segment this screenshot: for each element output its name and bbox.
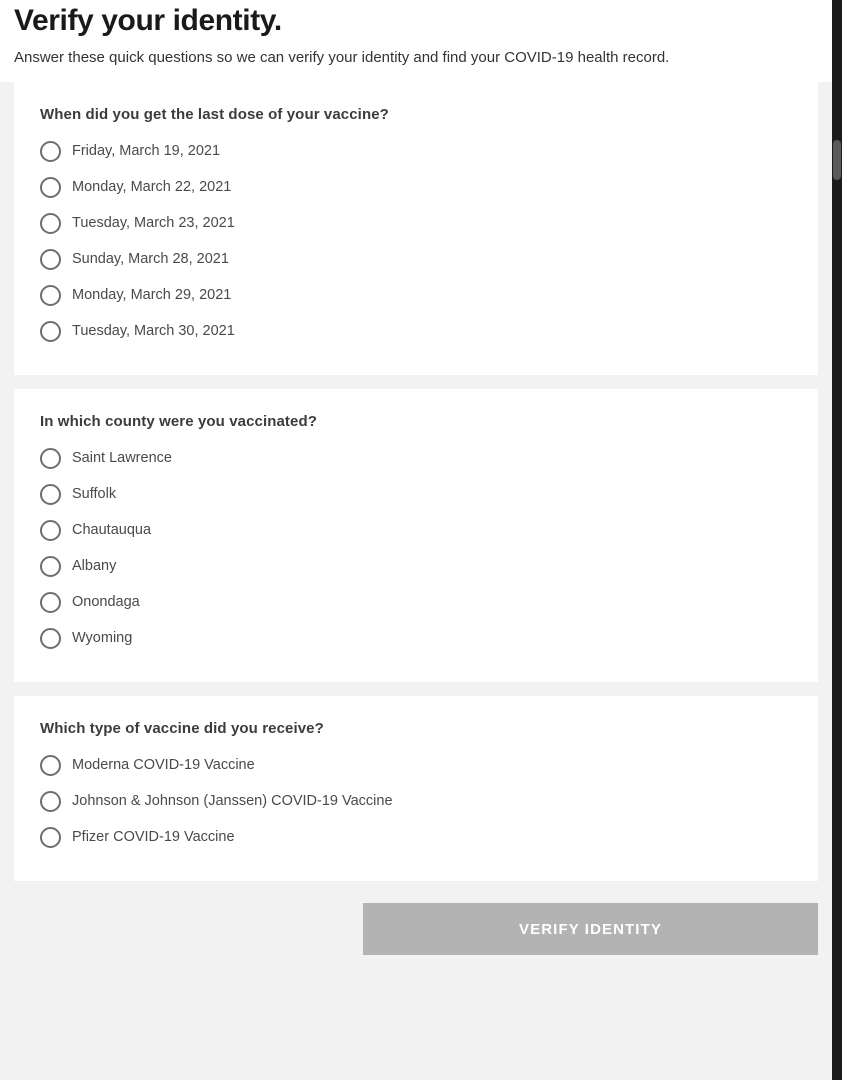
radio-option-label: Moderna COVID-19 Vaccine (72, 757, 255, 773)
radio-circle-icon[interactable] (40, 592, 61, 613)
radio-circle-icon[interactable] (40, 520, 61, 541)
radio-circle-icon[interactable] (40, 628, 61, 649)
radio-option[interactable] (40, 277, 792, 313)
radio-option[interactable] (40, 819, 792, 855)
question-card-3 (14, 696, 818, 881)
radio-option[interactable] (40, 205, 792, 241)
radio-circle-icon[interactable] (40, 141, 61, 162)
radio-circle-icon[interactable] (40, 755, 61, 776)
radio-option-label: Monday, March 29, 2021 (72, 287, 232, 303)
radio-option[interactable] (40, 620, 792, 656)
page-subtitle: Answer these quick questions so we can verify your identity and find your COVID-19 health record. (14, 49, 670, 66)
vertical-scrollbar-thumb[interactable] (833, 140, 841, 180)
radio-option[interactable] (40, 133, 792, 169)
radio-option-label: Suffolk (72, 486, 117, 502)
radio-option[interactable] (40, 548, 792, 584)
radio-circle-icon[interactable] (40, 213, 61, 234)
radio-option[interactable] (40, 476, 792, 512)
radio-option-label: Sunday, March 28, 2021 (72, 251, 229, 267)
radio-option-label: Johnson & Johnson (Janssen) COVID-19 Vaccine (72, 793, 393, 809)
page-header (0, 0, 832, 82)
radio-circle-icon[interactable] (40, 285, 61, 306)
radio-option-label: Monday, March 22, 2021 (72, 179, 232, 195)
radio-circle-icon[interactable] (40, 556, 61, 577)
question-prompt: In which county were you vaccinated? (40, 413, 317, 430)
radio-option-label: Tuesday, March 23, 2021 (72, 215, 235, 231)
radio-option[interactable] (40, 313, 792, 349)
radio-circle-icon[interactable] (40, 791, 61, 812)
radio-option[interactable] (40, 241, 792, 277)
radio-option-label: Wyoming (72, 630, 133, 646)
radio-circle-icon[interactable] (40, 249, 61, 270)
radio-option-label: Albany (72, 558, 117, 574)
radio-option-label: Chautauqua (72, 522, 152, 538)
radio-option[interactable] (40, 584, 792, 620)
radio-option[interactable] (40, 440, 792, 476)
radio-option-label: Tuesday, March 30, 2021 (72, 323, 235, 339)
radio-option-label: Friday, March 19, 2021 (72, 143, 221, 159)
question-card-2 (14, 389, 818, 682)
question-card-1 (14, 82, 818, 375)
radio-option[interactable] (40, 169, 792, 205)
radio-option-label: Pfizer COVID-19 Vaccine (72, 829, 235, 845)
radio-circle-icon[interactable] (40, 827, 61, 848)
question-prompt: When did you get the last dose of your vaccine? (40, 106, 389, 123)
radio-circle-icon[interactable] (40, 484, 61, 505)
radio-circle-icon[interactable] (40, 321, 61, 342)
radio-option[interactable] (40, 512, 792, 548)
page-right-edge (832, 0, 842, 1080)
question-prompt: Which type of vaccine did you receive? (40, 720, 324, 737)
verify-identity-button[interactable]: VERIFY IDENTITY (363, 903, 818, 955)
radio-option-label: Saint Lawrence (72, 450, 172, 466)
radio-option[interactable] (40, 747, 792, 783)
radio-option-label: Onondaga (72, 594, 140, 610)
form-footer (0, 895, 832, 955)
radio-circle-icon[interactable] (40, 448, 61, 469)
page-title: Verify your identity. (14, 4, 282, 37)
radio-option[interactable] (40, 783, 792, 819)
radio-circle-icon[interactable] (40, 177, 61, 198)
